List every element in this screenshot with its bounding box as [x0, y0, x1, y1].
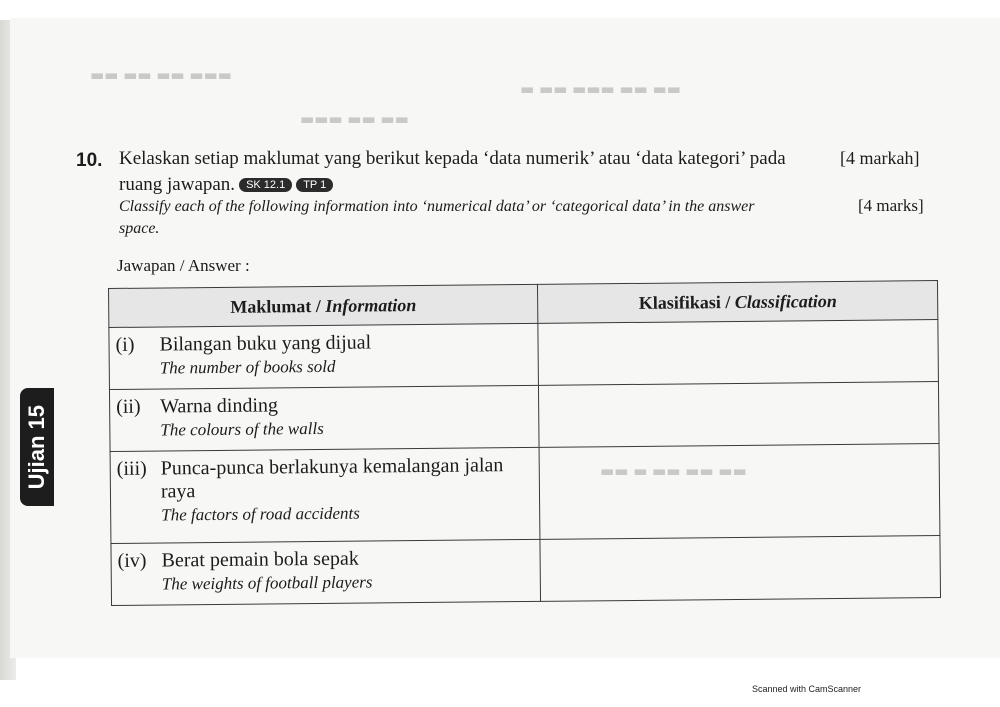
side-tab-ujian: Ujian 15 [20, 388, 54, 506]
info-cell: (iii) Punca-punca berlakunya kemalangan jalan raya The factors of road accidents [110, 447, 540, 543]
table-row [111, 536, 941, 606]
table-row [109, 320, 939, 390]
question-text-en-line1: Classify each of the following information into ‘numerical data’ or ‘categorical data’ in the answer [119, 198, 755, 215]
info-cell: (i) Bilangan buku yang dijual The number of books sold [109, 323, 539, 389]
answer-label: Jawapan / Answer : [117, 256, 250, 275]
table-row [110, 444, 940, 544]
bleed-through-text: ▬▬▬ ▬▬ ▬▬ [300, 110, 409, 128]
table-row [109, 382, 939, 452]
classification-answer-cell[interactable] [539, 444, 940, 540]
classification-answer-cell[interactable] [538, 320, 938, 386]
classification-answer-cell[interactable] [539, 382, 939, 448]
classification-answer-cell[interactable] [540, 536, 940, 602]
question-text-ms-line2: ruang jawapan. SK 12.1 TP 1 [119, 174, 333, 196]
scanner-footer: Scanned with CamScanner [752, 684, 862, 694]
tp-badge: TP 1 [296, 178, 333, 192]
info-cell: (ii) Warna dinding The colours of the walls [109, 385, 539, 451]
header-information: Maklumat / Information [109, 284, 539, 327]
question-text-ms-line1: Kelaskan setiap maklumat yang berikut kepada ‘data numerik’ atau ‘data kategori’ pada [119, 148, 786, 169]
bleed-through-text: ▬ ▬▬ ▬▬▬ ▬▬ ▬▬ [520, 80, 681, 98]
bleed-through-text: ▬▬ ▬ ▬▬ ▬▬ ▬▬ [600, 462, 747, 480]
question-number: 10. [76, 150, 103, 171]
answer-table [108, 280, 941, 606]
question-text-en-line2: space. [119, 220, 160, 237]
bleed-through-text: ▬▬ ▬▬ ▬▬ ▬▬▬ [90, 66, 232, 84]
info-cell: (iv) Berat pemain bola sepak The weights of football players [111, 539, 541, 605]
sk-badge: SK 12.1 [239, 178, 292, 192]
header-classification: Klasifikasi / Classification [538, 281, 938, 324]
